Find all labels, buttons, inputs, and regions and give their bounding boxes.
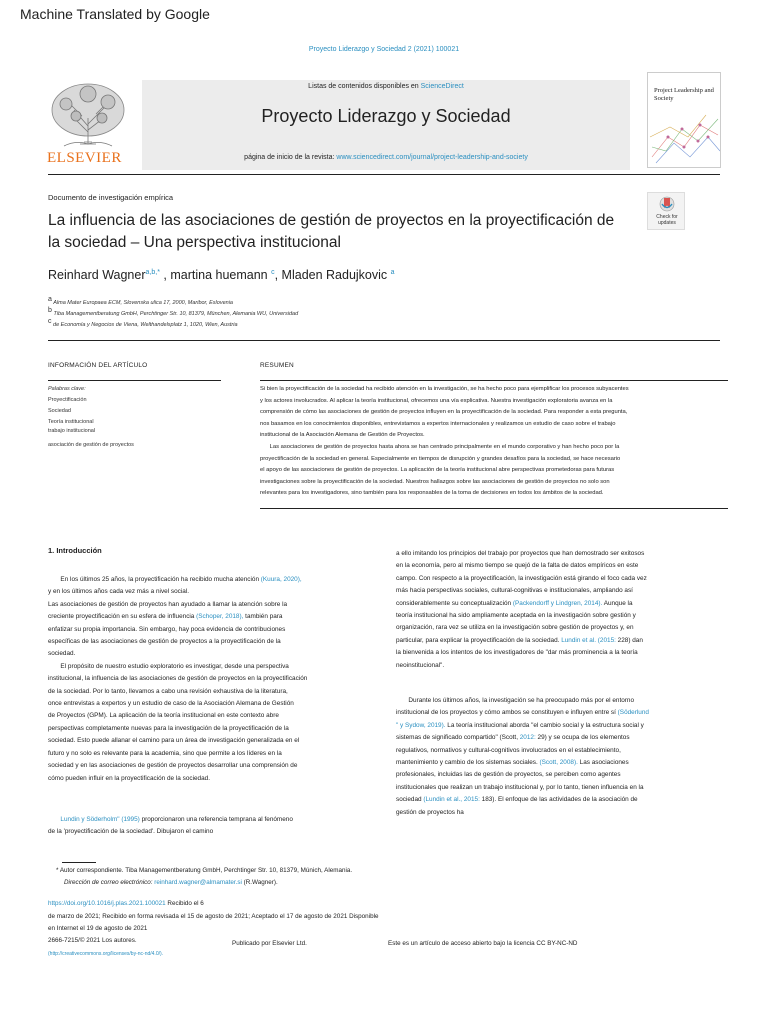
body-text: En los últimos 25 años, la proyectificación ha recibido mucha atención bbox=[48, 576, 261, 583]
email-note bbox=[64, 879, 278, 886]
body-line bbox=[396, 660, 732, 672]
body-text: específicas de las asociaciones de gestión de proyectos a la proyectificación de la bbox=[48, 638, 281, 646]
citation-link[interactable]: Lundin et al. (2015: bbox=[561, 636, 616, 644]
citation-link[interactable]: 2012: bbox=[519, 734, 536, 742]
body-line bbox=[396, 622, 732, 634]
citation-link[interactable]: (Kuura, 2020), bbox=[260, 576, 302, 583]
body-text: 183). El enfoque de las actividades de la asociación de bbox=[479, 796, 638, 804]
contents-availability bbox=[142, 83, 630, 90]
elsevier-wordmark: ELSEVIER bbox=[47, 150, 122, 166]
corresponding-author-note: * Autor correspondiente. Tiba Managementberatung GmbH, Perchtinger Str. 10, 81379, Múnich, Alemania. bbox=[56, 867, 353, 874]
keyword: trabajo institucional bbox=[48, 428, 96, 434]
body-text: perspectivas completamente nuevas para la investigación de la proyectificación de la bbox=[48, 724, 289, 732]
body-line bbox=[396, 598, 732, 610]
affiliation-sup: b bbox=[48, 307, 52, 314]
received-text: Recibido el 6 bbox=[165, 900, 204, 907]
body-text: once entrevistas a expertos y un estudio de caso de la Asociación Alemana de Gestión bbox=[48, 700, 294, 708]
body-line bbox=[48, 748, 388, 760]
body-text: mantenimiento y cambio de los sistemas sociales. bbox=[396, 759, 540, 767]
article-info-rule bbox=[48, 380, 221, 381]
body-line bbox=[48, 826, 388, 838]
homepage-prefix: página de inicio de la revista: bbox=[244, 154, 337, 161]
published-by: Publicado por Elsevier Ltd. bbox=[232, 940, 307, 947]
body-text: 228) dan bbox=[615, 636, 643, 644]
body-text: futuro y no solo es relevante para la academia, sino que permite a los líderes en la bbox=[48, 749, 282, 757]
citation-link[interactable]: Lundin y Söderholm" (1995) bbox=[48, 816, 140, 823]
email-suffix: (R.Wagner). bbox=[241, 879, 278, 886]
article-history bbox=[48, 898, 728, 936]
body-line bbox=[396, 757, 732, 769]
body-line bbox=[48, 814, 388, 826]
body-text: sociedad bbox=[396, 796, 424, 804]
abstract-rule bbox=[260, 380, 728, 381]
keyword: asociación de gestión de proyectos bbox=[48, 442, 134, 448]
abstract-bottom-rule bbox=[260, 508, 728, 509]
body-text: teoría institucional ha sido ampliamente aceptada en la investigación sobre gestión y bbox=[396, 612, 636, 620]
body-line bbox=[48, 586, 388, 598]
body-line bbox=[48, 636, 388, 648]
body-text: la bienvenida a los intentos de los investigadores de "dar más prominencia a la teoría bbox=[396, 649, 638, 657]
body-text: de la 'proyectificación de la sociedad'. Dibujaron el camino bbox=[48, 828, 214, 836]
keyword: Proyectificación bbox=[48, 397, 87, 403]
body-line bbox=[396, 794, 732, 806]
history-line-3: en Internet el 19 de agosto de 2021 bbox=[48, 925, 148, 932]
body-text: sociedad. bbox=[48, 650, 76, 658]
body-line bbox=[48, 624, 388, 636]
abstract-line: comprensión de cómo las asociaciones de gestión de proyectos influyen en la proyectificación de la sociedad. Para responder a esta pregunta, bbox=[260, 409, 628, 416]
citation-link[interactable]: (Lundin et al., 2015: bbox=[423, 796, 480, 804]
affiliation-rule bbox=[48, 340, 720, 341]
citation-link[interactable]: (Scott, 2008). bbox=[539, 759, 578, 767]
affiliation-text: Alma Mater Europaea ECM, Slovenska ulica 17, 2000, Maribor, Eslovenia bbox=[53, 299, 233, 306]
body-text: institucional, la influencia de las asociaciones de gestión de proyectos en la proyectificación bbox=[48, 675, 308, 683]
body-text: regulativos, normativos y cultural-cognitivos involucrados en el establecimiento, bbox=[396, 746, 621, 754]
citation-link[interactable]: (Söderlund bbox=[617, 709, 649, 717]
paper-title: La influencia de las asociaciones de gestión de proyectos en la proyectificación de la sociedad – Una perspectiva institucional bbox=[48, 212, 615, 251]
body-text: El propósito de nuestro estudio exploratorio es investigar, desde una perspectiva bbox=[48, 662, 289, 670]
body-text: proporcionaron una referencia temprana al fenómeno bbox=[139, 816, 293, 823]
email-label: Dirección de correo electrónico: bbox=[64, 879, 155, 886]
body-line bbox=[48, 723, 388, 735]
body-text: también para bbox=[243, 613, 283, 621]
body-text: sociedad y en las asociaciones de gestión de proyectos desarrollar una comprensión de bbox=[48, 762, 298, 770]
affiliation bbox=[48, 307, 298, 317]
body-text: profesionales, incluidas las de gestión de proyectos, se perciben como agentes bbox=[396, 771, 621, 779]
affiliation-sup: c bbox=[48, 318, 52, 325]
author-list bbox=[48, 268, 395, 282]
email-link[interactable]: reinhard.wagner@almamater.si bbox=[154, 879, 242, 886]
abstract-line: nos basamos en los conocimientos disponibles, entrevistamos a expertos internacionales y realizamos un estudio de caso sobre el trabajo bbox=[260, 420, 616, 427]
body-text: Durante los últimos años, la investigación se ha preocupado más por el entorno bbox=[396, 697, 635, 704]
abstract-line: proyectificación de la sociedad en general. Especialmente en tiempos de disrupción y grandes desafíos para la sociedad, se hace necesario bbox=[260, 455, 621, 462]
body-line bbox=[396, 720, 732, 732]
cover-title: Project Leadership and Society bbox=[654, 87, 714, 102]
intro-left-column bbox=[48, 574, 388, 785]
journal-homepage bbox=[142, 154, 630, 161]
abstract-line: y los actores involucrados. Al aplicar la teoría institucional, ofrecemos una vía explicativa. Nuestra investigación exploratoria avanza en la bbox=[260, 397, 613, 404]
body-line bbox=[396, 585, 732, 597]
body-line bbox=[396, 573, 732, 585]
affiliation-text: Tiba Managementberatung GmbH, Perchtinger Str. 10, 81379, München, Alemania WU, Universidad bbox=[53, 310, 299, 317]
body-text: particular, para explicar la proyectificación de la sociedad. bbox=[396, 636, 562, 644]
body-line bbox=[396, 707, 732, 719]
history-line-1 bbox=[48, 898, 728, 911]
body-line bbox=[48, 710, 388, 722]
body-text: institucional de los proyectos y cómo ambos se constituyen e influyen entre sí bbox=[396, 709, 618, 717]
license-statement: Este es un artículo de acceso abierto bajo la licencia CC BY-NC-ND bbox=[388, 940, 578, 947]
body-text: creciente proyectificación en su esfera de influencia bbox=[48, 613, 197, 621]
abstract-heading: RESUMEN bbox=[260, 362, 294, 369]
journal-title: Proyecto Liderazgo y Sociedad bbox=[261, 106, 511, 126]
body-text: más hacia perspectivas sociales, cultural-cognitivas e institucionales, ampliando así bbox=[396, 587, 633, 595]
body-text: La teoría institucional aborda "el cambio social y la estructura social y bbox=[445, 721, 644, 729]
abstract-line: Las asociaciones de gestión de proyectos hasta ahora se han centrado principalmente en el mundo corporativo y han hecho poco por la bbox=[260, 443, 620, 450]
author-name[interactable]: , martina huemann bbox=[163, 268, 272, 282]
affiliation bbox=[48, 296, 233, 306]
body-text: institucionales que realizan un trabajo institucional y, por lo tanto, tienen influencia en la bbox=[396, 783, 644, 791]
affiliation-text: de Economía y Negocios de Viena, Welthandelsplatz 1, 1020, Wien, Austria bbox=[53, 321, 238, 328]
keyword: Teoría institucional bbox=[48, 419, 94, 425]
body-line bbox=[396, 769, 732, 781]
body-line bbox=[396, 732, 732, 744]
abstract-line: relevantes para los investigadores, sino también para los responsables de la toma de decisiones en todos los ámbitos de la sociedad. bbox=[260, 490, 604, 497]
body-line bbox=[48, 648, 388, 660]
crossmark-icon bbox=[659, 196, 675, 214]
body-line bbox=[48, 773, 388, 785]
footnote-rule bbox=[62, 862, 96, 863]
keyword: Sociedad bbox=[48, 408, 71, 414]
body-line bbox=[48, 661, 388, 673]
body-text: de Proyectos (GPM). La aplicación de la teoría institucional en este contexto abre bbox=[48, 712, 279, 720]
header-rule bbox=[48, 174, 720, 175]
intro-right-column-b bbox=[396, 695, 732, 819]
body-text: Aunque la bbox=[602, 599, 633, 607]
body-line bbox=[48, 698, 388, 710]
citation-link[interactable]: (Packendorff y Lindgren, 2014). bbox=[512, 599, 603, 607]
citation-link[interactable]: (Schoper, 2018), bbox=[196, 613, 244, 621]
body-line bbox=[396, 745, 732, 757]
abstract-line: Si bien la proyectificación de la sociedad ha recibido atención en la investigación, se ha hecho poco para ejemplificar los procesos subyacentes bbox=[260, 386, 629, 392]
journal-reference-link[interactable]: Proyecto Liderazgo y Sociedad 2 (2021) 100021 bbox=[308, 46, 460, 53]
body-text: Las asociaciones bbox=[577, 759, 629, 767]
body-text: de la sociedad. Por lo tanto, llevamos a cabo una revisión exhaustiva de la literatura, bbox=[48, 687, 288, 695]
doi-link[interactable]: https://doi.org/10.1016/j.plas.2021.100021 bbox=[48, 900, 166, 907]
body-text: 29) y se ocupa de los elementos bbox=[535, 734, 630, 742]
article-info-heading: INFORMACIÓN DEL ARTÍCULO bbox=[48, 362, 148, 369]
body-line bbox=[48, 735, 388, 747]
body-text: enfatizar su propia importancia. Sin embargo, hay poca evidencia de contribuciones bbox=[48, 625, 286, 633]
body-line bbox=[48, 673, 388, 685]
section-heading-introduction: 1. Introducción bbox=[48, 546, 102, 555]
body-line bbox=[48, 599, 388, 611]
body-line bbox=[48, 760, 388, 772]
abstract-body bbox=[260, 384, 728, 500]
check-for-updates-badge[interactable] bbox=[647, 192, 685, 230]
intro-left-column-tail bbox=[48, 814, 388, 839]
sciencedirect-link[interactable]: ScienceDirect bbox=[420, 83, 464, 90]
body-line bbox=[396, 560, 732, 572]
homepage-link[interactable]: www.sciencedirect.com/journal/project-leadership-and-society bbox=[336, 154, 528, 161]
intro-right-column bbox=[396, 548, 732, 672]
body-text: a ello imitando los principios del trabajo por proyectos que han demostrado ser exitosos bbox=[396, 550, 645, 557]
history-line-2: de marzo de 2021; Recibido en forma revisada el 15 de agosto de 2021; Aceptado el 17 de agosto de 2021 Disponible bbox=[48, 912, 379, 920]
machine-translation-banner: Machine Translated by Google bbox=[20, 6, 210, 22]
body-text: campo. Con respecto a la proyectificación, la investigación está girando el foco cada vez bbox=[396, 574, 647, 582]
body-text: sistemas de significado compartido" (Scott, bbox=[396, 734, 520, 742]
affiliation-sup: a bbox=[48, 296, 52, 303]
body-line bbox=[396, 807, 732, 819]
license-link[interactable]: (http://creativecommons.org/licenses/by-nc-nd/4.0/). bbox=[48, 951, 164, 957]
contents-prefix: Listas de contenidos disponibles en bbox=[308, 83, 421, 90]
body-line bbox=[396, 695, 732, 707]
abstract-line: institucional de la Asociación Alemana de Gestión de Proyectos. bbox=[260, 432, 425, 439]
body-line bbox=[396, 635, 732, 647]
author-sup[interactable]: a bbox=[390, 268, 395, 276]
body-line bbox=[48, 611, 388, 623]
keywords-label: Palabras clave: bbox=[48, 386, 86, 392]
body-text: gestión de proyectos ha bbox=[396, 808, 464, 816]
author-sup[interactable]: c bbox=[271, 268, 275, 276]
cover-graphic bbox=[648, 107, 721, 168]
citation-link[interactable]: " y Sydow, 2019). bbox=[396, 721, 446, 729]
body-line bbox=[396, 782, 732, 794]
author-name[interactable]: Reinhard Wagner bbox=[48, 268, 146, 282]
body-line bbox=[48, 686, 388, 698]
journal-cover-thumbnail[interactable] bbox=[647, 72, 721, 168]
author-name[interactable]: , Mladen Radujkovic bbox=[274, 268, 391, 282]
issn-copyright: 2666-7215/© 2021 Los autores. bbox=[48, 937, 137, 944]
author-sup[interactable]: a,b,* bbox=[145, 268, 160, 276]
affiliation bbox=[48, 318, 238, 328]
crossmark-label: Check for updates bbox=[656, 214, 678, 226]
body-text: en la economía, pero al mismo tiempo se quejó de la falta de datos empíricos en este bbox=[396, 562, 639, 570]
body-text: neoinstitucional". bbox=[396, 661, 445, 669]
body-line bbox=[48, 574, 388, 586]
abstract-line: el apoyo de las asociaciones de gestión de proyectos. La aplicación de la teoría institucional abre perspectivas prometedoras para futuras bbox=[260, 467, 615, 474]
body-text: considerablemente su conceptualización bbox=[396, 599, 513, 607]
article-type: Documento de investigación empírica bbox=[48, 193, 174, 202]
abstract-line: investigaciones sobre la proyectificación de la sociedad. Nuestros hallazgos sobre las asociaciones de gestión de proyectos no solo son bbox=[260, 478, 610, 485]
body-text: sociedad. Esto puede allanar el camino para un área de investigación generalizada en el bbox=[48, 737, 300, 745]
body-line bbox=[396, 647, 732, 659]
body-line bbox=[396, 610, 732, 622]
body-text: cómo pueden influir en la proyectificación de la sociedad. bbox=[48, 774, 210, 782]
body-line bbox=[396, 548, 732, 560]
body-text: Las asociaciones de gestión de proyectos han ayudado a llamar la atención sobre la bbox=[48, 600, 288, 608]
body-text: organización, rara vez se utiliza en la investigación sobre gestión de proyectos y, en bbox=[396, 624, 634, 632]
body-text: y en los últimos años cada vez más a nivel social. bbox=[48, 588, 190, 596]
